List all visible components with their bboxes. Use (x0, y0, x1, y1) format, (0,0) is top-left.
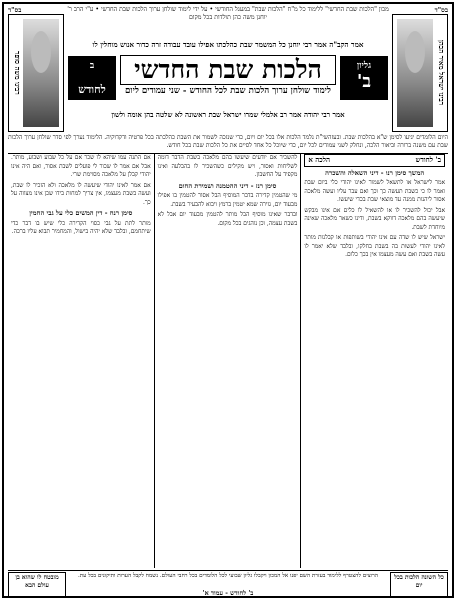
newsletter-title: הלכות שבת החדשי (120, 55, 336, 85)
paragraph: ישראל שיש לו שדה עם אינו יהודי בשותפות או קבלנות מותר לאינו יהודי לעשות בה בשבת בחלקו, ובלבד שלא יאמר לו עשה בשבת ואם עשה מעצמו אין בכך כלום. (304, 235, 445, 258)
top-banner (8, 6, 448, 40)
masthead (68, 40, 388, 132)
page-footer (8, 570, 448, 598)
portrait-right (392, 14, 448, 132)
portrait-right-caption: רבינו ישראל מאיר הכהן (437, 40, 446, 106)
column-right (301, 154, 448, 568)
masthead-motto: אמר רבי יהודה אמר רב אלמלי שמרו ישראל שבת ראשונה לא שלטה בהן אומה ולשון (111, 110, 345, 119)
issue-badge (340, 56, 388, 100)
masthead-quote: אמר הקב"ה אמר רבי יוחנן כל המשמר שבת כהלכתו אפילו עובד עבודה זרה כדור אנוש מוחלין לו (92, 40, 364, 49)
seal-right: כל השונה הלכות בכל יום (390, 572, 448, 598)
text-columns (8, 154, 448, 568)
newsletter-page (2, 2, 454, 598)
column-middle (155, 154, 302, 568)
paragraph: מותר לתת על גבי כסוי הקדירה כלי שיש בו דבר כדי שיתחמם, ובלבד שלא יהיה בישול, והמחמיר תבוא עליו ברכה. (11, 220, 151, 235)
intro-paragraph: היום הלומדים יגיעו לסימן ש"א בהלכות שבת. ובעזהשי"ת נלמד הלכות אלו בכל יום ויום, כדי שנזכה לשמור את השבת כהלכתה בכל פרטיה ודקדוקיה. הלימוד נערך לפי סדר שולחן ערוך הלכות שבת עם משנה ברורה וביאור הלכה, ונחלק לשני עמודים לכל יום, כדי שיוכל כל אחד לסיים את כל הלכות שבת בכל חודש. (8, 134, 448, 154)
rabbi-portrait-image (397, 19, 433, 127)
date-day: ב (89, 61, 95, 71)
publisher-line: מכון "הלכות שבת החדשי" ללימוד כל מ"ח "הלכות שבת" במעגל החודשי • על ידי לימוד שולחן ערוך הלכות שבת החדשי • ע"י הרב ר' יוחנן משה כהן תולדות בכל מקום (67, 6, 389, 21)
date-badge (68, 56, 116, 100)
page-indicator: ב' לחודש - עמוד א' (202, 589, 254, 597)
section-heading: המשך סימן רנו - דיני השאלה והשכרה (325, 168, 425, 177)
seal-left: מובטח לו שהוא בן עולם הבא (8, 572, 66, 598)
section-heading: סימן רנז - דיני ההטמנה ושמירת החום (178, 181, 277, 190)
box-date: ב' לחודש (415, 155, 441, 164)
corner-mark-left: בס"ד (8, 6, 22, 14)
rabbi-portrait-image (23, 19, 59, 127)
corner-mark-right: בס"ד (434, 6, 448, 14)
paragraph: אבל יכול להשכיר לו או להשאיל לו כלים אם אינו מבקש שיעשה בהם מלאכה דווקא בשבת, ודינו כשאר מלאכה שאינה מיוחדת לשבת. (304, 207, 445, 231)
footer-note: הרוצים להצטרף ללימוד בעזרת השם יפנו אל המכון ויקבלו גליון שבועי לכל הלומדים בכל רחבי העולם. נשמח לקבל הערות ותיקונים בכל עת. (77, 573, 379, 579)
portrait-left-caption: רבינו משה סופר (13, 51, 22, 95)
portrait-left (8, 14, 64, 132)
paragraph: אם התנה עמו שיהא לו שכר אם על כל שבוע ושבוע, מותר. אבל אם אמר לו שכור לי פועלים לשבת אסור, ואם היה אינו יהודי קבלן על מלאכה מסוימת שרי. (11, 155, 151, 178)
section-heading: סימן רנח - דין המשים כלי על גבי החמין (29, 209, 133, 217)
paragraph: להשכיר אם יודעים שיעשו בהם מלאכה בשבת הדבר דומה לשליחות ואסור, ויש מקילים כשהשכיר לו בהבלעה ואינו מקפיד על החשבון. (157, 155, 298, 178)
column-box-header (304, 154, 445, 167)
paragraph: אם אמר לאינו יהודי שיעשה לו מלאכה ולא הזכיר לו שבת, ועשה בשבת מעצמו, אין צריך למחות בידו שכן אינו מצווה על כך. (11, 182, 151, 206)
column-left (8, 154, 155, 568)
box-section: הלכה א (308, 155, 331, 164)
date-month: לחודש (78, 83, 106, 96)
newsletter-subtitle: לימוד שולחן ערוך הלכות שבת לכל החודש - שני עמודים ליום (125, 86, 331, 96)
paragraph: מי שהטמין קדירה בדבר המוסיף הבל אסור להטמין בו אפילו מבעוד יום, גזירה שמא יטמין ברמץ ויבוא להבעיר בשבת. (157, 193, 298, 208)
paragraph: אמר לישראל או לתשאל לשמור לאינו יהודי כלי ביום שבת ואמר לו כי כשבת תעשה כך וכך ואם עבר עליו ועשה מלאכה אסור ליהנות ממנה עד מוצאי שבת בכדי שיעשו. (304, 180, 445, 203)
issue-number: ב' (356, 71, 372, 92)
paragraph: ובדבר שאינו מוסיף הבל מותר להטמין מבעוד יום אבל לא בשבת עצמה, וכן נוהגים בכל מקום. (157, 212, 298, 227)
issue-label: גליון (356, 61, 372, 71)
